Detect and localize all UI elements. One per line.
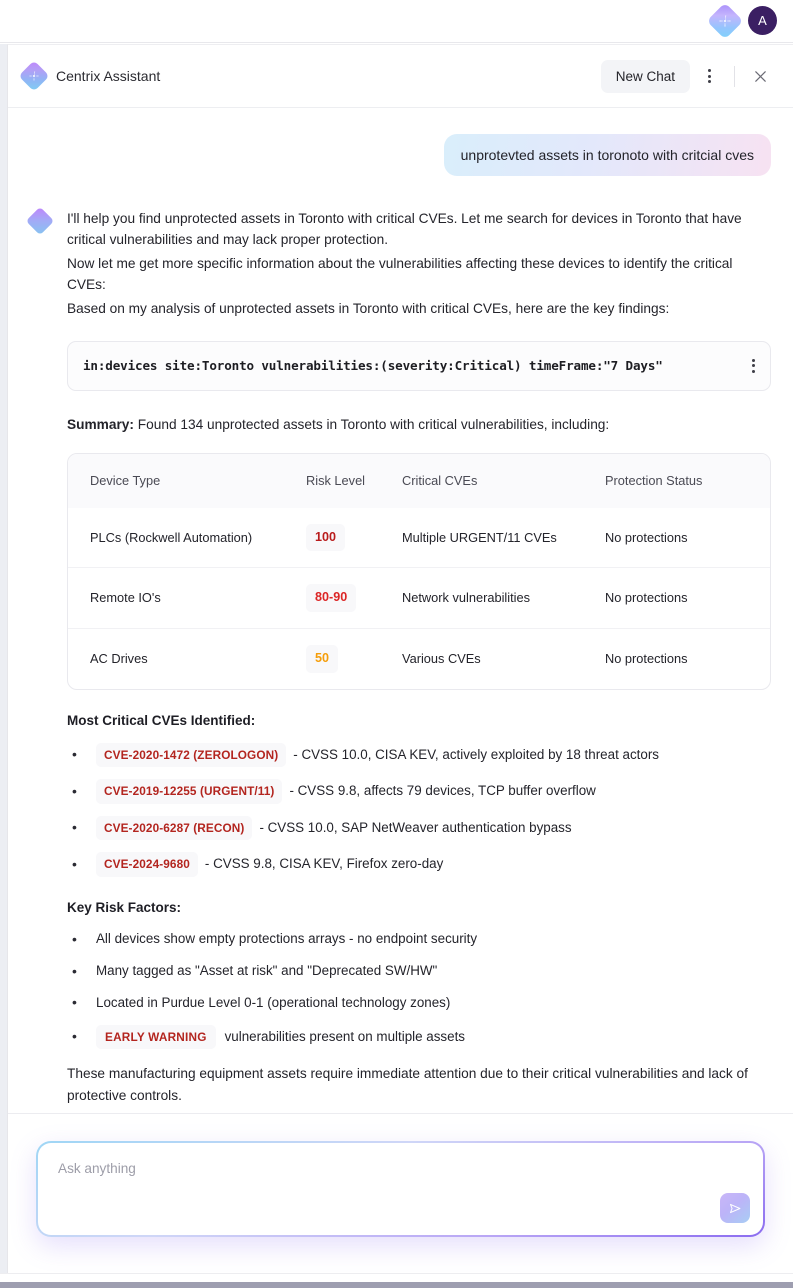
cves-heading: Most Critical CVEs Identified: — [67, 712, 256, 728]
more-vertical-icon — [708, 69, 711, 83]
cell-protection-status: No protections — [605, 629, 770, 689]
background-page-edge — [0, 44, 7, 1273]
send-icon — [728, 1201, 743, 1216]
assistant-paragraph-1: I'll help you find unprotected assets in Toronto with critical CVEs. Let me search for devices in Toronto that have critical vulnerabilities and may lack proper protection. — [67, 211, 742, 248]
findings-table-card — [67, 453, 771, 690]
close-icon — [753, 69, 768, 84]
composer-area — [8, 1113, 793, 1273]
column-header-protection-status: Protection Status — [605, 472, 703, 488]
risk-factors-heading: Key Risk Factors: — [67, 899, 182, 915]
list-item — [67, 930, 771, 950]
closing-paragraph: These manufacturing equipment assets require immediate attention due to their critical vulnerabilities and lack of protective controls. — [67, 1066, 748, 1103]
cell-critical-cves: Various CVEs — [402, 629, 605, 689]
avatar[interactable]: A — [748, 6, 777, 35]
table-row — [68, 508, 770, 568]
list-item — [67, 816, 771, 841]
table-body — [68, 508, 770, 689]
send-button[interactable] — [720, 1193, 750, 1223]
risk-factor-list — [67, 930, 771, 1049]
summary-line — [67, 414, 771, 435]
cve-badge[interactable]: • CVE-2024-9680 — [96, 852, 198, 877]
risk-factor-text: • Many tagged as "Asset at risk" and "Deprecated SW/HW" — [96, 962, 438, 978]
list-item — [67, 993, 771, 1013]
assistant-panel — [7, 44, 793, 1273]
cve-badge[interactable]: • CVE-2020-1472 (ZEROLOGON) — [96, 743, 286, 768]
list-item — [67, 852, 771, 877]
close-panel-button[interactable] — [745, 61, 775, 91]
table-header-row — [68, 454, 770, 508]
app-top-bar-actions — [712, 6, 777, 35]
risk-badge: 50 — [306, 645, 338, 673]
conversation-area — [8, 108, 793, 1113]
assistant-paragraph-3: Based on my analysis of unprotected assets in Toronto with critical CVEs, here are the key findings: — [67, 300, 670, 316]
table-row — [68, 568, 770, 629]
cell-risk-level — [306, 508, 402, 568]
header-divider — [734, 66, 735, 87]
cell-device-type: AC Drives — [68, 629, 306, 689]
assistant-diamond-icon — [26, 207, 54, 235]
cell-risk-level — [306, 629, 402, 689]
assistant-paragraph-2: Now let me get more specific information about the vulnerabilities affecting these devices to identify the critical CVEs: — [67, 255, 733, 293]
more-vertical-icon[interactable] — [752, 359, 755, 373]
list-item — [67, 962, 771, 982]
query-code-text: in:devices site:Toronto vulnerabilities:(severity:Critical) timeFrame:"7 Days" — [83, 357, 663, 373]
cell-risk-level — [306, 568, 402, 629]
list-item — [67, 743, 771, 768]
composer-inner[interactable] — [38, 1143, 763, 1235]
cell-critical-cves: Multiple URGENT/11 CVEs — [402, 529, 557, 545]
cve-detail: - CVSS 9.8, CISA KEV, Firefox zero-day — [204, 856, 444, 872]
assistant-message-body — [67, 208, 771, 1113]
query-code-block[interactable] — [67, 341, 771, 391]
column-header-risk-level: Risk Level — [306, 472, 366, 488]
cell-protection-status: No protections — [605, 529, 688, 545]
summary-label: Summary: — [67, 416, 134, 432]
cve-list — [67, 743, 771, 877]
cell-protection-status: No protections — [605, 568, 770, 629]
cell-critical-cves: Network vulnerabilities — [402, 568, 605, 629]
summary-text: Found 134 unprotected assets in Toronto with critical vulnerabilities, including: — [133, 416, 610, 432]
risk-factor-text: vulnerabilities present on multiple assets — [224, 1028, 465, 1044]
risk-factor-text: • All devices show empty protections arrays - no endpoint security — [96, 931, 478, 947]
panel-more-button[interactable] — [694, 61, 724, 91]
cell-device-type: Remote IO's — [68, 568, 306, 629]
page-title: Centrix Assistant — [56, 68, 161, 84]
column-header-critical-cves: Critical CVEs — [402, 472, 478, 488]
sparkle-diamond-icon — [18, 60, 49, 91]
new-chat-button[interactable]: New Chat — [601, 60, 690, 93]
table-head — [68, 454, 770, 508]
panel-header-actions — [601, 60, 775, 93]
risk-badge: 80-90 — [306, 584, 356, 612]
search-input[interactable]: Ask anything — [58, 1161, 136, 1176]
cve-detail: - CVSS 10.0, CISA KEV, actively exploited by 18 threat actors — [293, 746, 659, 762]
table-row — [68, 629, 770, 689]
composer-gradient-frame — [36, 1141, 765, 1237]
assistant-panel-header — [8, 45, 793, 108]
cve-detail: - CVSS 10.0, SAP NetWeaver authentication bypass — [259, 819, 572, 835]
risk-badge: 100 — [306, 524, 345, 552]
early-warning-badge[interactable]: • EARLY WARNING — [96, 1025, 216, 1050]
sparkle-diamond-icon[interactable] — [707, 2, 744, 39]
list-item — [67, 1025, 771, 1050]
list-item — [67, 779, 771, 804]
cve-badge[interactable]: • CVE-2020-6287 (RECON) — [96, 816, 252, 841]
app-top-bar — [0, 0, 793, 43]
cve-detail: - CVSS 9.8, affects 79 devices, TCP buffer overflow — [289, 783, 596, 799]
assistant-message-row — [30, 208, 771, 1113]
cell-device-type: PLCs (Rockwell Automation) — [90, 529, 253, 545]
assistant-brand — [23, 65, 160, 87]
findings-table — [68, 454, 770, 689]
risk-factor-text: • Located in Purdue Level 0-1 (operational technology zones) — [96, 994, 451, 1010]
column-header-device-type: Device Type — [90, 472, 161, 488]
user-message-row — [30, 134, 771, 176]
user-message-bubble: unprotevted assets in toronoto with critcial cves — [444, 134, 771, 176]
cve-badge[interactable]: • CVE-2019-12255 (URGENT/11) — [96, 779, 282, 804]
window-bottom-strip — [0, 1273, 793, 1288]
